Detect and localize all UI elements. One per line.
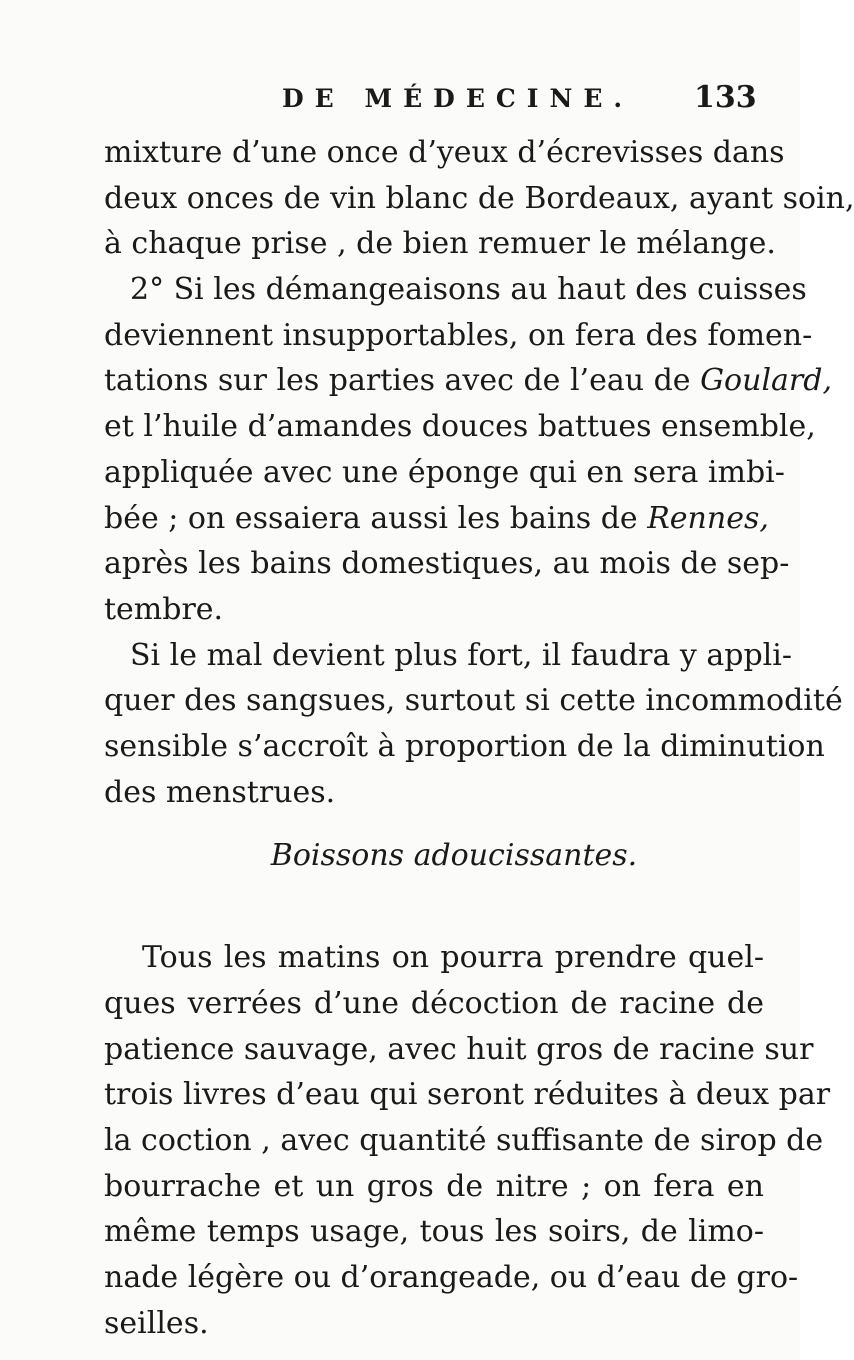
text-line: deviennent insupportables, on fera des fomen-	[104, 317, 813, 353]
text-line: des menstrues.	[104, 774, 336, 810]
text-line: la coction , avec quantité suffisante de sirop de	[104, 1123, 824, 1159]
text-line: 2° Si les démangeaisons au haut des cuisses	[130, 272, 807, 308]
page-number: 133	[694, 80, 757, 115]
text-line	[104, 496, 769, 542]
spacer	[104, 893, 764, 935]
text-line: Tous les matins on pourra prendre quel-	[142, 940, 764, 976]
text-line	[104, 358, 833, 404]
text-line: patience sauvage, avec huit gros de racine sur	[104, 1031, 814, 1067]
text-line: nade légère ou d’orangeade, ou d’eau de gro-	[104, 1260, 799, 1296]
text-line: même temps usage, tous les soirs, de limo-	[104, 1214, 764, 1250]
text-run: tations sur les parties avec de l’eau de	[104, 363, 701, 399]
text-line: trois livres d’eau qui seront réduites à deux par	[104, 1077, 831, 1113]
text-line: bourrache et un gros de nitre ; on fera en	[104, 1168, 764, 1204]
text-line: tembre.	[104, 591, 224, 627]
text-line: et l’huile d’amandes douces battues ensemble,	[104, 409, 816, 445]
paragraph-1	[104, 130, 854, 267]
paragraph-2	[104, 267, 833, 633]
text-line: mixture d’une once d’yeux d’écrevisses dans	[104, 135, 785, 170]
italic-name-goulard: Goulard,	[700, 363, 833, 399]
text-line: Si le mal devient plus fort, il faudra y appli-	[130, 637, 792, 673]
text-line: deux onces de vin blanc de Bordeaux, ayant soin,	[104, 180, 854, 216]
text-line: seilles.	[104, 1305, 209, 1341]
text-line: sensible s’accroît à proportion de la diminution	[104, 728, 825, 764]
text-run: bée ; on essaiera aussi les bains de	[104, 500, 648, 536]
paragraph-3	[104, 633, 843, 816]
running-head: DE MÉDECINE.	[282, 84, 634, 113]
page-body	[104, 130, 854, 1347]
page-header	[0, 78, 800, 118]
text-line: à chaque prise , de bien remuer le mélange.	[104, 226, 776, 262]
italic-name-rennes: Rennes,	[647, 500, 769, 536]
section-heading: Boissons adoucissantes.	[270, 838, 638, 874]
text-line: appliquée avec une éponge qui en sera imbi-	[104, 454, 785, 490]
text-line: ques verrées d’une décoction de racine de	[104, 986, 764, 1021]
text-line: quer des sangsues, surtout si cette incommodité	[104, 683, 843, 719]
paragraph-4	[104, 935, 831, 1346]
text-line: après les bains domestiques, au mois de sep-	[104, 546, 790, 582]
